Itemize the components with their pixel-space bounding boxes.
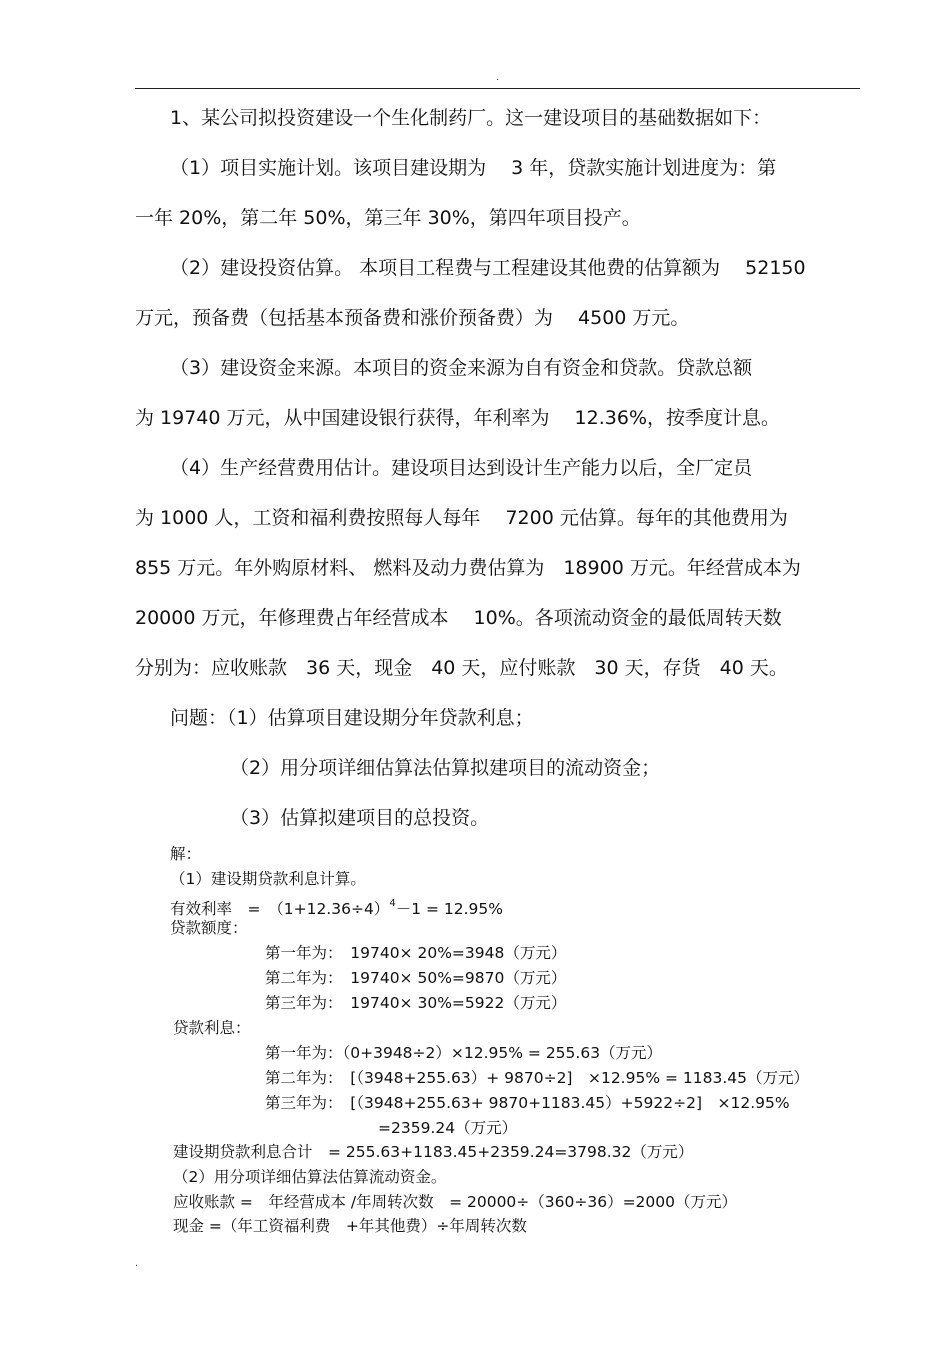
interest-year3-b: =2359.24（万元） — [378, 1119, 518, 1137]
header-dot: . — [496, 72, 500, 83]
rate-exponent: 4 — [389, 898, 396, 909]
effective-rate-formula — [170, 894, 503, 919]
header-rule — [135, 88, 860, 89]
problem-p4-line1: （4）生产经营费用估计。建设项目达到设计生产能力以后，全厂定员 — [170, 457, 753, 479]
loan-amount-year1: 第一年为： 19740× 20%=3948（万元） — [265, 944, 567, 962]
loan-amount-label: 贷款额度： — [170, 919, 248, 937]
question-2: （2）用分项详细估算法估算拟建项目的流动资金； — [230, 757, 661, 779]
interest-total: 建设期贷款利息合计 = 255.63+1183.45+2359.24=3798.32（万元） — [173, 1143, 694, 1161]
interest-label: 贷款利息： — [173, 1019, 251, 1037]
rate-formula-post: －1 = 12.95% — [395, 900, 503, 918]
question-1: 问题：（1）估算项目建设期分年贷款利息； — [170, 707, 534, 729]
problem-p3-line2: 为 19740 万元，从中国建设银行获得，年利率为 12.36%，按季度计息。 — [135, 407, 781, 429]
problem-p1-line1: （1）项目实施计划。该项目建设期为 3 年，贷款实施计划进度为：第 — [170, 157, 777, 179]
receivable-formula: 应收账款 = 年经营成本 /年周转次数 = 20000÷（360÷36）=2000（万元） — [173, 1193, 738, 1211]
problem-p2-line2: 万元，预备费（包括基本预备费和涨价预备费）为 4500 万元。 — [135, 307, 690, 329]
problem-p4-line2: 为 1000 人，工资和福利费按照每人每年 7200 元估算。每年的其他费用为 — [135, 507, 788, 529]
interest-year1: 第一年为：（0+3948÷2）×12.95% = 255.63（万元） — [265, 1044, 663, 1062]
interest-year2: 第二年为： [（3948+255.63）+ 9870÷2] ×12.95% = 1183.45（万元） — [265, 1069, 809, 1087]
solution-title: 解： — [170, 845, 202, 863]
solution-s1-heading: （1）建设期贷款利息计算。 — [170, 870, 366, 888]
footer-dot: . — [135, 1258, 139, 1269]
question-3: （3）估算拟建项目的总投资。 — [230, 807, 490, 829]
problem-p2-line1: （2）建设投资估算。 本项目工程费与工程建设其他费的估算额为 52150 — [170, 257, 806, 279]
interest-year3-a: 第三年为： [（3948+255.63+ 9870+1183.45）+5922÷2] ×12.95% — [265, 1094, 790, 1112]
problem-p1-line2: 一年 20%，第二年 50%，第三年 30%，第四年项目投产。 — [135, 207, 641, 229]
loan-amount-year3: 第三年为： 19740× 30%=5922（万元） — [265, 994, 567, 1012]
rate-formula-pre: 有效利率 = （1+12.36÷4） — [170, 900, 390, 918]
problem-p4-line5: 分别为：应收账款 36 天，现金 40 天，应付账款 30 天，存货 40 天。 — [135, 657, 788, 679]
problem-p4-line3: 855 万元。年外购原材料、 燃料及动力费估算为 18900 万元。年经营成本为 — [135, 557, 801, 579]
problem-p4-line4: 20000 万元，年修理费占年经营成本 10%。各项流动资金的最低周转天数 — [135, 607, 782, 629]
cash-formula: 现金 =（年工资福利费 +年其他费）÷年周转次数 — [173, 1217, 527, 1235]
problem-intro: 1、某公司拟投资建设一个生化制药厂。这一建设项目的基础数据如下： — [170, 107, 772, 129]
problem-p3-line1: （3）建设资金来源。本项目的资金来源为自有资金和贷款。贷款总额 — [170, 357, 753, 379]
solution-s2-heading: （2）用分项详细估算法估算流动资金。 — [173, 1168, 447, 1186]
loan-amount-year2: 第二年为： 19740× 50%=9870（万元） — [265, 969, 567, 987]
